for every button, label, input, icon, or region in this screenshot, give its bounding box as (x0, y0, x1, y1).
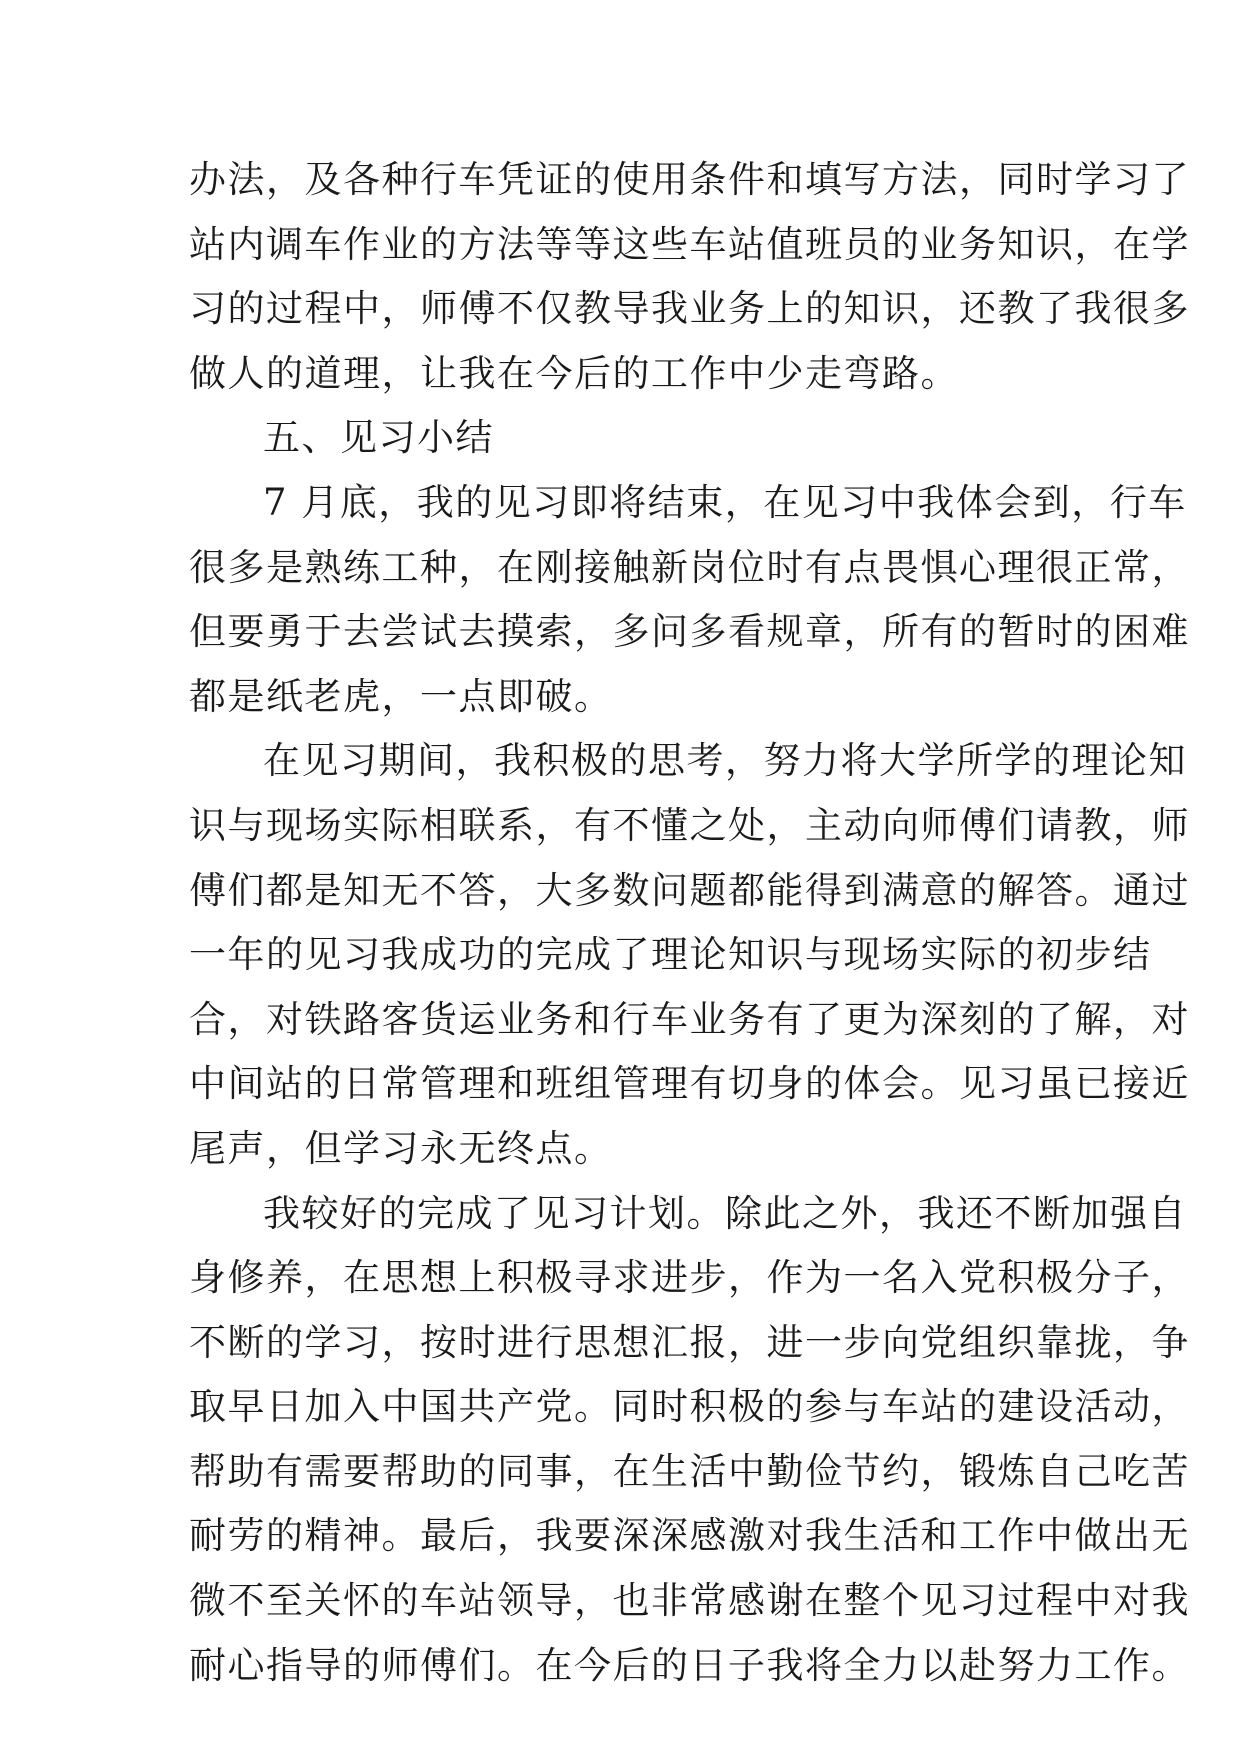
paragraph-first-line: 7 月底，我的见习即将结束，在见习中我体会到，行车 (263, 480, 1187, 524)
text-line: 但要勇于去尝试去摸索，多问多看规章，所有的暂时的困难 (189, 610, 1190, 654)
text-line: 识与现场实际相联系，有不懂之处，主动向师傅们请教，师 (189, 803, 1190, 847)
text-line: 合，对铁路客货运业务和行车业务有了更为深刻的了解，对 (189, 997, 1190, 1041)
text-line: 很多是熟练工种，在刚接触新岗位时有点畏惧心理很正常， (189, 545, 1190, 589)
text-line: 耐心指导的师傅们。在今后的日子我将全力以赴努力工作。 (189, 1643, 1190, 1687)
text-line: 取早日加入中国共产党。同时积极的参与车站的建设活动， (189, 1385, 1190, 1429)
text-line: 一年的见习我成功的完成了理论知识与现场实际的初步结 (189, 933, 1152, 977)
text-line: 办法，及各种行车凭证的使用条件和填写方法，同时学习了 (189, 158, 1190, 201)
text-line: 中间站的日常管理和班组管理有切身的体会。见习虽已接近 (189, 1062, 1190, 1106)
text-line: 傅们都是知无不答，大多数问题都能得到满意的解答。通过 (189, 868, 1190, 912)
text-line: 习的过程中，师傅不仅教导我业务上的知识，还教了我很多 (189, 287, 1190, 331)
paragraph-first-line: 我较好的完成了见习计划。除此之外，我还不断加强自 (263, 1191, 1187, 1235)
paragraph-first-line: 五、见习小结 (263, 416, 494, 460)
text-line: 站内调车作业的方法等等这些车站值班员的业务知识，在学 (189, 222, 1190, 266)
document-body (189, 148, 1190, 1698)
text-line: 耐劳的精神。最后，我要深深感激对我生活和工作中做出无 (189, 1514, 1190, 1558)
text-line: 尾声，但学习永无终点。 (189, 1126, 613, 1170)
text-line: 不断的学习，按时进行思想汇报，进一步向党组织靠拢，争 (189, 1320, 1190, 1364)
text-line: 做人的道理，让我在今后的工作中少走弯路。 (189, 351, 959, 395)
text-line: 身修养，在思想上积极寻求进步，作为一名入党积极分子， (189, 1256, 1190, 1300)
text-line: 帮助有需要帮助的同事，在生活中勤俭节约，锻炼自己吃苦 (189, 1449, 1190, 1493)
paragraph-first-line: 在见习期间，我积极的思考，努力将大学所学的理论知 (263, 739, 1187, 783)
text-line: 微不至关怀的车站领导，也非常感谢在整个见习过程中对我 (189, 1579, 1190, 1623)
text-line: 都是纸老虎，一点即破。 (189, 674, 613, 718)
